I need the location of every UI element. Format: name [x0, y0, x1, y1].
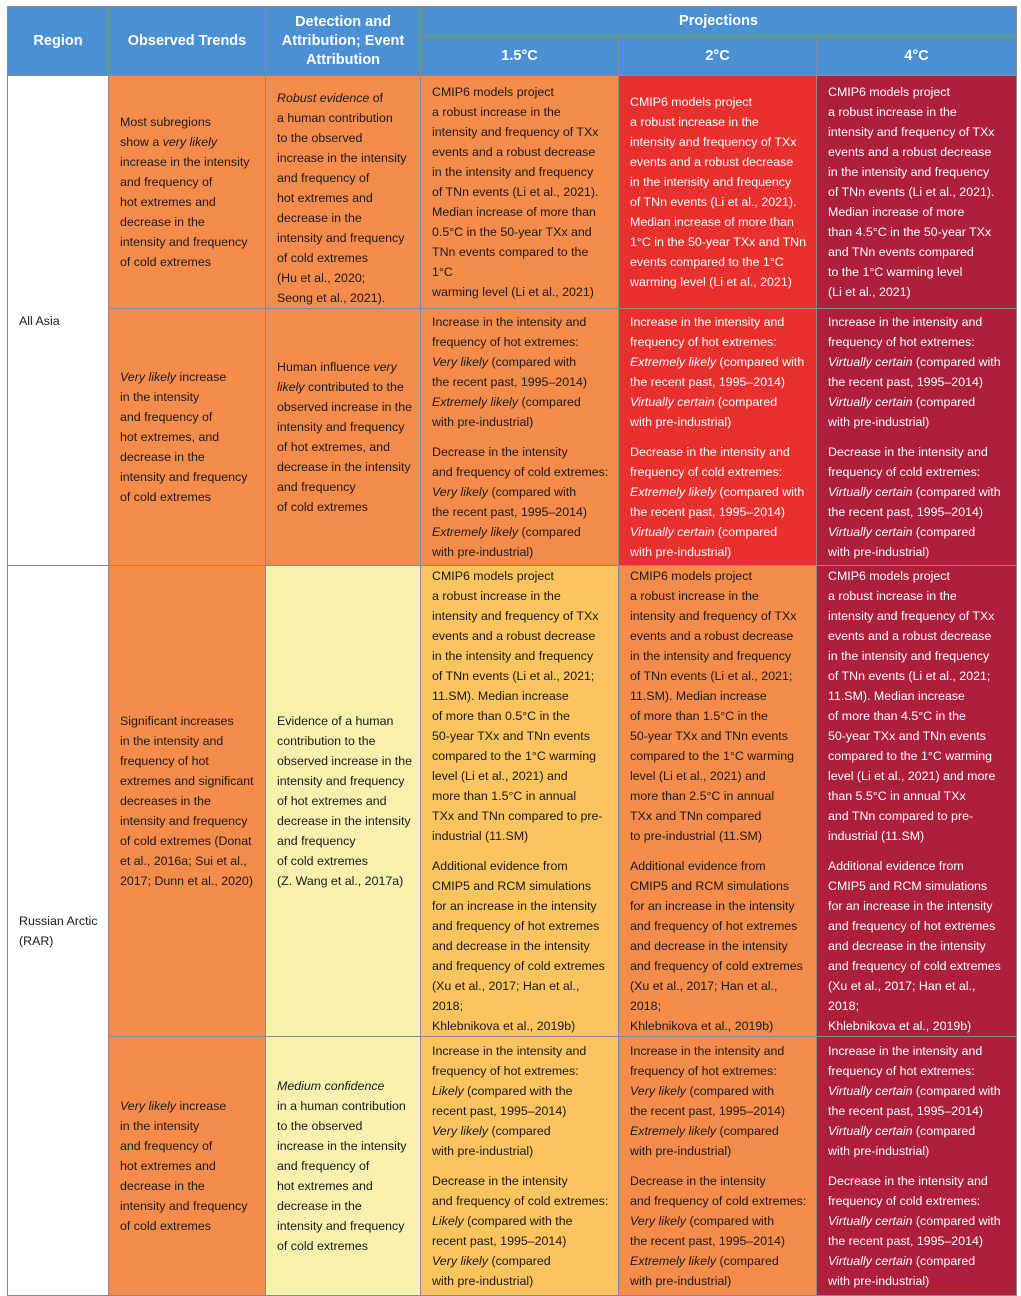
likelihood-term: Virtually certain	[828, 485, 913, 499]
detection-cell	[266, 1037, 421, 1296]
cell-text: Most subregions show a	[120, 115, 211, 149]
cell-text: (compared with the recent past, 1995–2014)	[432, 1214, 573, 1248]
likelihood-term: Virtually certain	[828, 355, 913, 369]
cell-text: in a human contribution to the observed increase in the intensity and frequency of hot extremes and decrease in the intensity and frequency of cold extremes	[277, 1099, 407, 1253]
cell-text: (compared with pre-industrial)	[630, 1124, 779, 1158]
cell-text: CMIP6 models project a robust increase in the intensity and frequency of TXx events and a robust decrease in the intensity and frequency of TNn events (Li et al., 2021). Median increase of more than 0.5°C in the 50-year TXx and TNn events compared to the 1°C warming level (Li et al., 2021)	[432, 85, 599, 299]
cell-text: Additional evidence from CMIP5 and RCM simulations for an increase in the intensity and frequency of hot extremes and decrease in the intensity and frequency of cold extremes (Xu et al., 2017; Han et al., 2018; Khlebnikova et al., 2019b)	[630, 859, 803, 1033]
header-observed-trends: Observed Trends	[109, 7, 266, 76]
cell-text: (compared with the recent past, 1995–2014)	[630, 1214, 785, 1248]
cell-text: Increase in the intensity and frequency of hot extremes:	[828, 1044, 983, 1078]
cell-text: (compared with pre-industrial)	[828, 395, 976, 429]
detection-cell	[266, 76, 421, 309]
header-projection-1-5c: 1.5°C	[421, 37, 619, 76]
table-row	[8, 76, 1017, 309]
likelihood-term: Very likely	[630, 1214, 686, 1228]
header-projection-2c: 2°C	[619, 37, 817, 76]
likelihood-term: Extremely likely	[630, 1254, 717, 1268]
observed-cell	[109, 76, 266, 309]
cell-text: CMIP6 models project a robust increase in the intensity and frequency of TXx events and a robust decrease in the intensity and frequency of TNn events (Li et al., 2021; 11.SM). Median increase of more than 4.5°C in the 50-year TXx and TNn events compared to the 1°C warming level (Li et al., 2021) and more than 5.5°C in annual TXx and TNn compared to pre- industrial (11.SM)	[828, 569, 996, 843]
region-cell-russian-arctic: Russian Arctic (RAR)	[8, 566, 109, 1296]
likelihood-term: Extremely likely	[630, 485, 717, 499]
likelihood-term: Very likely	[120, 1099, 176, 1113]
likelihood-term: Virtually certain	[630, 395, 715, 409]
paragraph-gap	[828, 1161, 1008, 1171]
cell-text: (compared with the recent past, 1995–2014)	[432, 485, 587, 519]
paragraph-gap	[630, 846, 808, 856]
cell-text: Increase in the intensity and frequency of hot extremes:	[630, 315, 785, 349]
cell-text: Additional evidence from CMIP5 and RCM simulations for an increase in the intensity and frequency of hot extremes and decrease in the intensity and frequency of cold extremes (Xu et al., 2017; Han et al., 2018; Khlebnikova et al., 2019b)	[828, 859, 1001, 1033]
likelihood-term: Medium confidence	[277, 1079, 385, 1093]
observed-cell	[109, 566, 266, 1037]
likelihood-term: Extremely likely	[432, 525, 519, 539]
likelihood-term: Extremely likely	[630, 355, 717, 369]
projection-cell-4c	[817, 76, 1017, 309]
cell-text: Increase in the intensity and frequency of hot extremes:	[432, 315, 587, 349]
cell-text: (compared with the recent past, 1995–2014)	[630, 485, 805, 519]
region-cell-all-asia: All Asia	[8, 76, 109, 566]
cell-text: (compared with pre-industrial)	[828, 1254, 976, 1288]
likelihood-term: very likely	[277, 360, 397, 394]
likelihood-term: Virtually certain	[630, 525, 715, 539]
cell-text: (compared with pre-industrial)	[432, 1254, 551, 1288]
cell-text: (compared with the recent past, 1995–2014)	[828, 355, 1001, 389]
cell-text: (compared with the recent past, 1995–2014)	[828, 1084, 1001, 1118]
cell-text: (compared with the recent past, 1995–2014)	[432, 355, 587, 389]
cell-text: Decrease in the intensity and frequency of cold extremes:	[630, 1174, 807, 1208]
header-projection-4c: 4°C	[817, 37, 1017, 76]
cell-text: (compared with pre-industrial)	[828, 1124, 976, 1158]
detection-cell	[266, 566, 421, 1037]
likelihood-term: Very likely	[120, 370, 176, 384]
header-region: Region	[8, 7, 109, 76]
projection-cell-1-5c	[421, 566, 619, 1037]
cell-text: Decrease in the intensity and frequency of cold extremes:	[828, 1174, 988, 1208]
paragraph-gap	[432, 846, 610, 856]
cell-text: Significant increases in the intensity and frequency of hot extremes and significant decreases in the intensity and frequency of cold extremes (Donat et al., 2016a; Sui et al., 2017; Dunn et al., 2020)	[120, 714, 254, 888]
cell-text: increase in the intensity and frequency of hot extremes, and decrease in the intensity and frequency of cold extremes	[120, 370, 248, 504]
likelihood-term: very likely	[162, 135, 218, 149]
likelihood-term: Very likely	[432, 1254, 488, 1268]
likelihood-term: Very likely	[630, 1084, 686, 1098]
projection-cell-1-5c	[421, 1037, 619, 1296]
cell-text: (compared with the recent past, 1995–2014)	[828, 1214, 1001, 1248]
likelihood-term: Robust evidence	[277, 91, 370, 105]
projection-cell-4c	[817, 566, 1017, 1037]
table-row	[8, 566, 1017, 1037]
table-row	[8, 309, 1017, 566]
paragraph-gap	[630, 432, 808, 442]
cell-text: (compared with pre-industrial)	[828, 525, 976, 559]
projection-cell-1-5c	[421, 76, 619, 309]
likelihood-term: Virtually certain	[828, 395, 913, 409]
cell-text: Decrease in the intensity and frequency of cold extremes:	[630, 445, 790, 479]
cell-text: of a human contribution to the observed increase in the intensity and frequency of hot extremes and decrease in the intensity and frequency of cold extremes (Hu et al., 2020; Seong et al., 2021).	[277, 91, 407, 305]
cell-text: CMIP6 models project a robust increase in the intensity and frequency of TXx events and a robust decrease in the intensity and frequency of TNn events (Li et al., 2021). Median increase of more than 4.5°C in the 50-year TXx and TNn events compared to the 1°C warming level (Li et al., 2021)	[828, 85, 995, 299]
likelihood-term: Extremely likely	[432, 395, 519, 409]
cell-text: (compared with pre-industrial)	[432, 1124, 551, 1158]
projection-cell-2c	[619, 309, 817, 566]
likelihood-term: Likely	[432, 1084, 464, 1098]
cell-text: (compared with pre-industrial)	[432, 525, 581, 559]
likelihood-term: Virtually certain	[828, 1254, 913, 1268]
header-detection-attribution: Detection and Attribution; Event Attribution	[266, 7, 421, 76]
cell-text: CMIP6 models project a robust increase in the intensity and frequency of TXx events and a robust decrease in the intensity and frequency of TNn events (Li et al., 2021; 11.SM). Median increase of more than 1.5°C in the 50-year TXx and TNn events compared to the 1°C warming level (Li et al., 2021) and more than 2.5°C in annual TXx and TNn compared to pre-industrial (11.SM)	[630, 569, 797, 843]
paragraph-gap	[432, 432, 610, 442]
assessment-table	[7, 6, 1017, 1296]
projection-cell-2c	[619, 1037, 817, 1296]
paragraph-gap	[828, 846, 1008, 856]
cell-text: Increase in the intensity and frequency of hot extremes:	[432, 1044, 587, 1078]
cell-text: (compared with the recent past, 1995–2014)	[630, 355, 805, 389]
likelihood-term: Very likely	[432, 485, 488, 499]
cell-text: CMIP6 models project a robust increase in the intensity and frequency of TXx events and a robust decrease in the intensity and frequency of TNn events (Li et al., 2021). Median increase of more than 1°C in the 50-year TXx and TNn events compared to the 1°C warming level (Li et al., 2021)	[630, 95, 806, 289]
cell-text: Increase in the intensity and frequency of hot extremes:	[828, 315, 983, 349]
likelihood-term: Virtually certain	[828, 1124, 913, 1138]
cell-text: (compared with the recent past, 1995–2014)	[432, 1084, 573, 1118]
paragraph-gap	[630, 1161, 808, 1171]
observed-cell	[109, 1037, 266, 1296]
likelihood-term: Extremely likely	[630, 1124, 717, 1138]
cell-text: (compared with pre-industrial)	[432, 395, 581, 429]
projection-cell-2c	[619, 76, 817, 309]
cell-text: increase in the intensity and frequency of hot extremes and decrease in the intensity and frequency of cold extremes	[120, 1099, 248, 1233]
paragraph-gap	[828, 432, 1008, 442]
cell-text: Evidence of a human contribution to the observed increase in the intensity and frequency of hot extremes and decrease in the intensity and frequency of cold extremes (Z. Wang et al., 2017a)	[277, 714, 413, 888]
likelihood-term: Very likely	[432, 355, 488, 369]
observed-cell	[109, 309, 266, 566]
header-projections: Projections	[421, 7, 1017, 37]
table-row	[8, 1037, 1017, 1296]
cell-text: Additional evidence from CMIP5 and RCM simulations for an increase in the intensity and frequency of hot extremes and decrease in the intensity and frequency of cold extremes (Xu et al., 2017; Han et al., 2018; Khlebnikova et al., 2019b)	[432, 859, 605, 1033]
cell-text: increase in the intensity and frequency of hot extremes and decrease in the intensity and frequency of cold extremes	[120, 155, 250, 269]
cell-text: Decrease in the intensity and frequency of cold extremes:	[828, 445, 988, 479]
projection-cell-1-5c	[421, 309, 619, 566]
cell-text: contributed to the observed increase in the intensity and frequency of hot extremes, and decrease in the intensity and frequency of cold extremes	[277, 380, 413, 514]
paragraph-gap	[432, 1161, 610, 1171]
likelihood-term: Virtually certain	[828, 1214, 913, 1228]
cell-text: Human influence	[277, 360, 374, 374]
cell-text: CMIP6 models project a robust increase in the intensity and frequency of TXx events and a robust decrease in the intensity and frequency of TNn events (Li et al., 2021; 11.SM). Median increase of more than 0.5°C in the 50-year TXx and TNn events compared to the 1°C warming level (Li et al., 2021) and more than 1.5°C in annual TXx and TNn compared to pre- industrial (11.SM)	[432, 569, 603, 843]
cell-text: Decrease in the intensity and frequency of cold extremes:	[432, 1174, 609, 1208]
projection-cell-4c	[817, 1037, 1017, 1296]
likelihood-term: Very likely	[432, 1124, 488, 1138]
likelihood-term: Likely	[432, 1214, 464, 1228]
cell-text: (compared with pre-industrial)	[630, 525, 778, 559]
likelihood-term: Virtually certain	[828, 1084, 913, 1098]
projection-cell-4c	[817, 309, 1017, 566]
cell-text: (compared with pre-industrial)	[630, 1254, 779, 1288]
likelihood-term: Virtually certain	[828, 525, 913, 539]
projection-cell-2c	[619, 566, 817, 1037]
detection-cell	[266, 309, 421, 566]
cell-text: (compared with the recent past, 1995–2014)	[828, 485, 1001, 519]
cell-text: (compared with the recent past, 1995–2014)	[630, 1084, 785, 1118]
cell-text: Decrease in the intensity and frequency of cold extremes:	[432, 445, 609, 479]
cell-text: Increase in the intensity and frequency of hot extremes:	[630, 1044, 785, 1078]
cell-text: (compared with pre-industrial)	[630, 395, 778, 429]
